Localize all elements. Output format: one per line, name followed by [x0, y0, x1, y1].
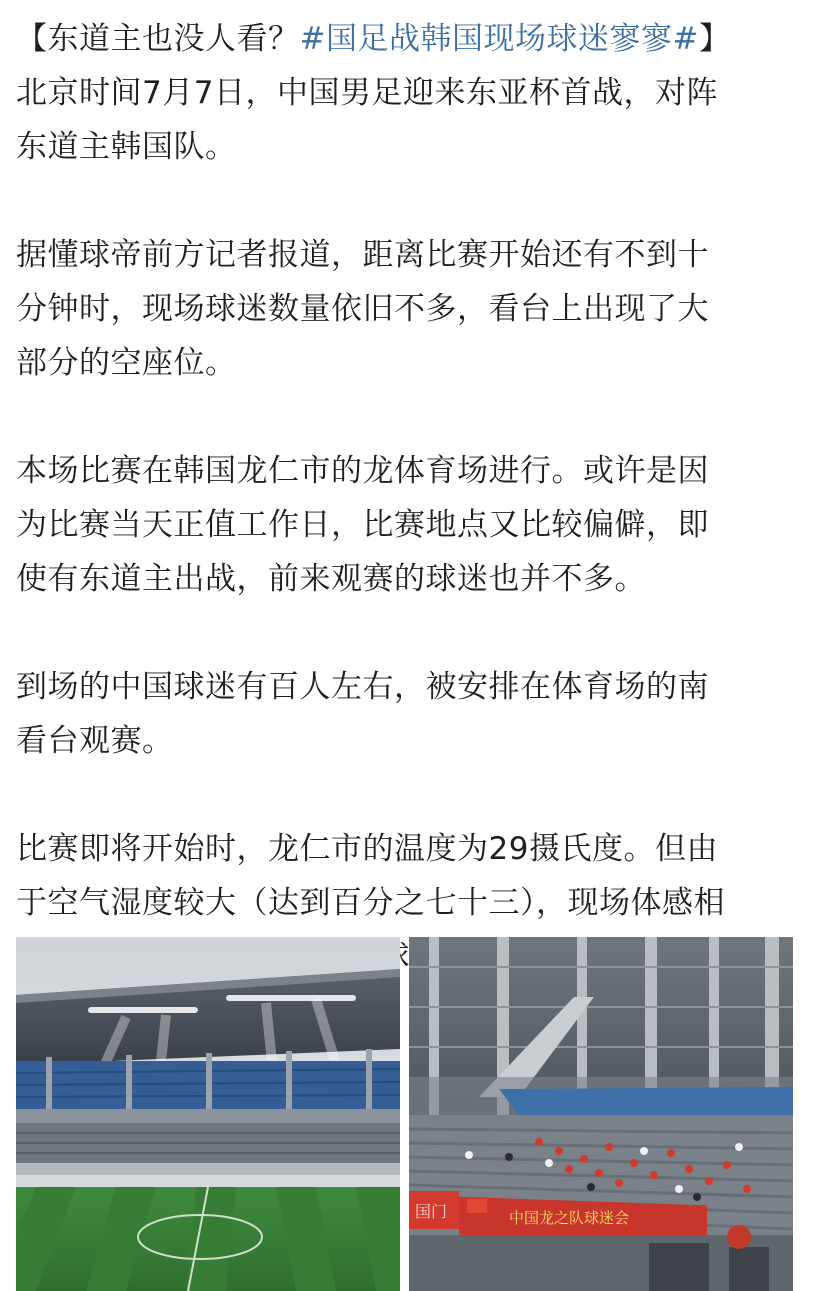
- stadium-overview-image: [16, 937, 400, 1291]
- paragraph-5-line-2: 于空气湿度较大（达到百分之七十三），现场体感相: [16, 885, 725, 921]
- paragraph-1-line-1: 北京时间7月7日，中国男足迎来东亚杯首战，对阵: [16, 75, 718, 111]
- title-lead: 东道主也没人看？: [47, 21, 300, 57]
- post-body: [16, 12, 808, 984]
- fans-stand-image: [409, 937, 793, 1291]
- paragraph-3-line-3: 使有东道主出战，前来观赛的球迷也并不多。: [16, 561, 646, 597]
- paragraph-gap: [16, 174, 808, 228]
- paragraph-2-line-2: 分钟时，现场球迷数量依旧不多，看台上出现了大: [16, 291, 709, 327]
- paragraph-3-line-2: 为比赛当天正值工作日，比赛地点又比较偏僻，即: [16, 507, 709, 543]
- post-title: [16, 12, 808, 66]
- title-close-bracket: 】: [698, 21, 731, 57]
- paragraph-5-line-1: 比赛即将开始时，龙仁市的温度为29摄氏度。但由: [16, 831, 718, 867]
- title-open-bracket: 【: [16, 21, 48, 57]
- paragraph-4-line-2: 看台观赛。: [16, 723, 174, 759]
- paragraph-4-line-1: 到场的中国球迷有百人左右，被安排在体育场的南: [16, 669, 709, 705]
- side-banner-text: 国门: [415, 1202, 448, 1221]
- paragraph-2-line-3: 部分的空座位。: [16, 345, 237, 381]
- fan-club-banner-text: 中国龙之队球迷会: [509, 1209, 630, 1227]
- paragraph-3-line-1: 本场比赛在韩国龙仁市的龙体育场进行。或许是因: [16, 453, 709, 489]
- paragraph-gap: [16, 390, 808, 444]
- photo-grid: [16, 937, 792, 1291]
- paragraph-2-line-1: 据懂球帝前方记者报道，距离比赛开始还有不到十: [16, 237, 709, 273]
- paragraph-gap: [16, 768, 808, 822]
- hashtag-link[interactable]: #国足战韩国现场球迷寥寥#: [299, 21, 699, 57]
- paragraph-1-line-2: 东道主韩国队。: [16, 129, 237, 165]
- paragraph-gap: [16, 606, 808, 660]
- fans-stand-photo[interactable]: [409, 937, 793, 1291]
- stadium-overview-photo[interactable]: [16, 937, 400, 1291]
